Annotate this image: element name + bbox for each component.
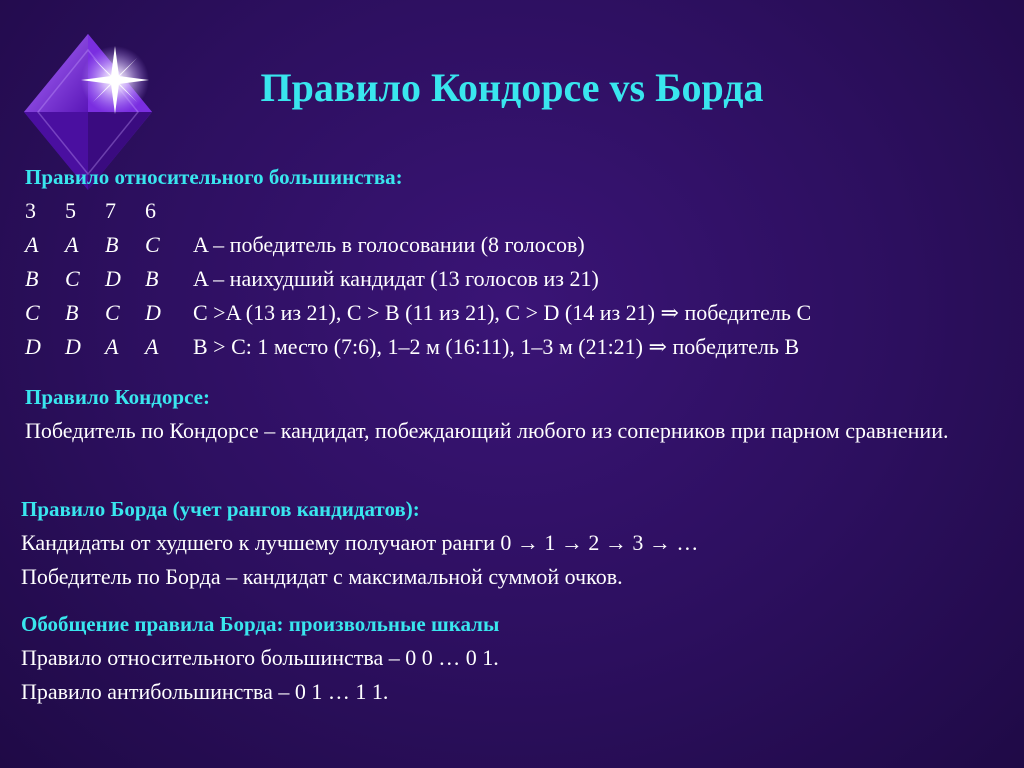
count-cell: 5 [65, 198, 76, 223]
ranking-row [25, 228, 1015, 262]
row-note: A – наихудший кандидат (13 голосов из 21) [193, 266, 599, 291]
ranking-cell: A [25, 232, 39, 257]
ranking-row [25, 262, 1015, 296]
ranking-cell: D [105, 266, 121, 291]
ranking-row [25, 296, 1015, 330]
vote-counts-row [25, 194, 1015, 228]
ranking-cell: A [145, 334, 159, 359]
borda-section [21, 492, 1011, 594]
ranking-cell: A [105, 334, 119, 359]
ranking-cell: D [25, 334, 41, 359]
condorcet-definition: Победитель по Кондорсе – кандидат, побеждающий любого из соперников при парном сравнении. [25, 418, 949, 443]
antiplurality-scale-line: Правило антибольшинства – 0 1 … 1 1. [21, 679, 389, 704]
borda-ranks-line: Кандидаты от худшего к лучшему получают ранги 0 → 1 → 2 → 3 → … [21, 530, 699, 555]
ranking-cell: B [105, 232, 119, 257]
row-note: B > C: 1 место (7:6), 1–2 м (16:11), 1–3 м (21:21) ⇒ победитель B [193, 334, 800, 359]
ranking-cell: C [145, 232, 160, 257]
generalization-heading: Обобщение правила Борда: произвольные шкалы [21, 612, 500, 636]
borda-heading: Правило Борда (учет рангов кандидатов): [21, 497, 420, 521]
condorcet-heading: Правило Кондорсе: [25, 385, 210, 409]
condorcet-section [25, 380, 1005, 447]
row-note: A – победитель в голосовании (8 голосов) [193, 232, 585, 257]
plurality-heading: Правило относительного большинства: [25, 165, 403, 189]
ranking-cell: B [145, 266, 159, 291]
borda-winner-line: Победитель по Борда – кандидат с максимальной суммой очков. [21, 564, 623, 589]
ranking-cell: B [25, 266, 39, 291]
row-note: C >A (13 из 21), C > B (11 из 21), C > D (14 из 21) ⇒ победитель C [193, 300, 812, 325]
ranking-cell: C [105, 300, 120, 325]
ranking-cell: B [65, 300, 79, 325]
count-cell: 7 [105, 198, 116, 223]
ranking-cell: A [65, 232, 79, 257]
generalization-section [21, 607, 1011, 709]
ranking-cell: C [65, 266, 80, 291]
count-cell: 6 [145, 198, 156, 223]
count-cell: 3 [25, 198, 36, 223]
plurality-section [25, 160, 1015, 364]
ranking-cell: C [25, 300, 40, 325]
ranking-cell: D [65, 334, 81, 359]
slide-title: Правило Кондорсе vs Борда [260, 65, 764, 110]
plurality-scale-line: Правило относительного большинства – 0 0 … 0 1. [21, 645, 499, 670]
ranking-cell: D [145, 300, 161, 325]
ranking-row [25, 330, 1015, 364]
